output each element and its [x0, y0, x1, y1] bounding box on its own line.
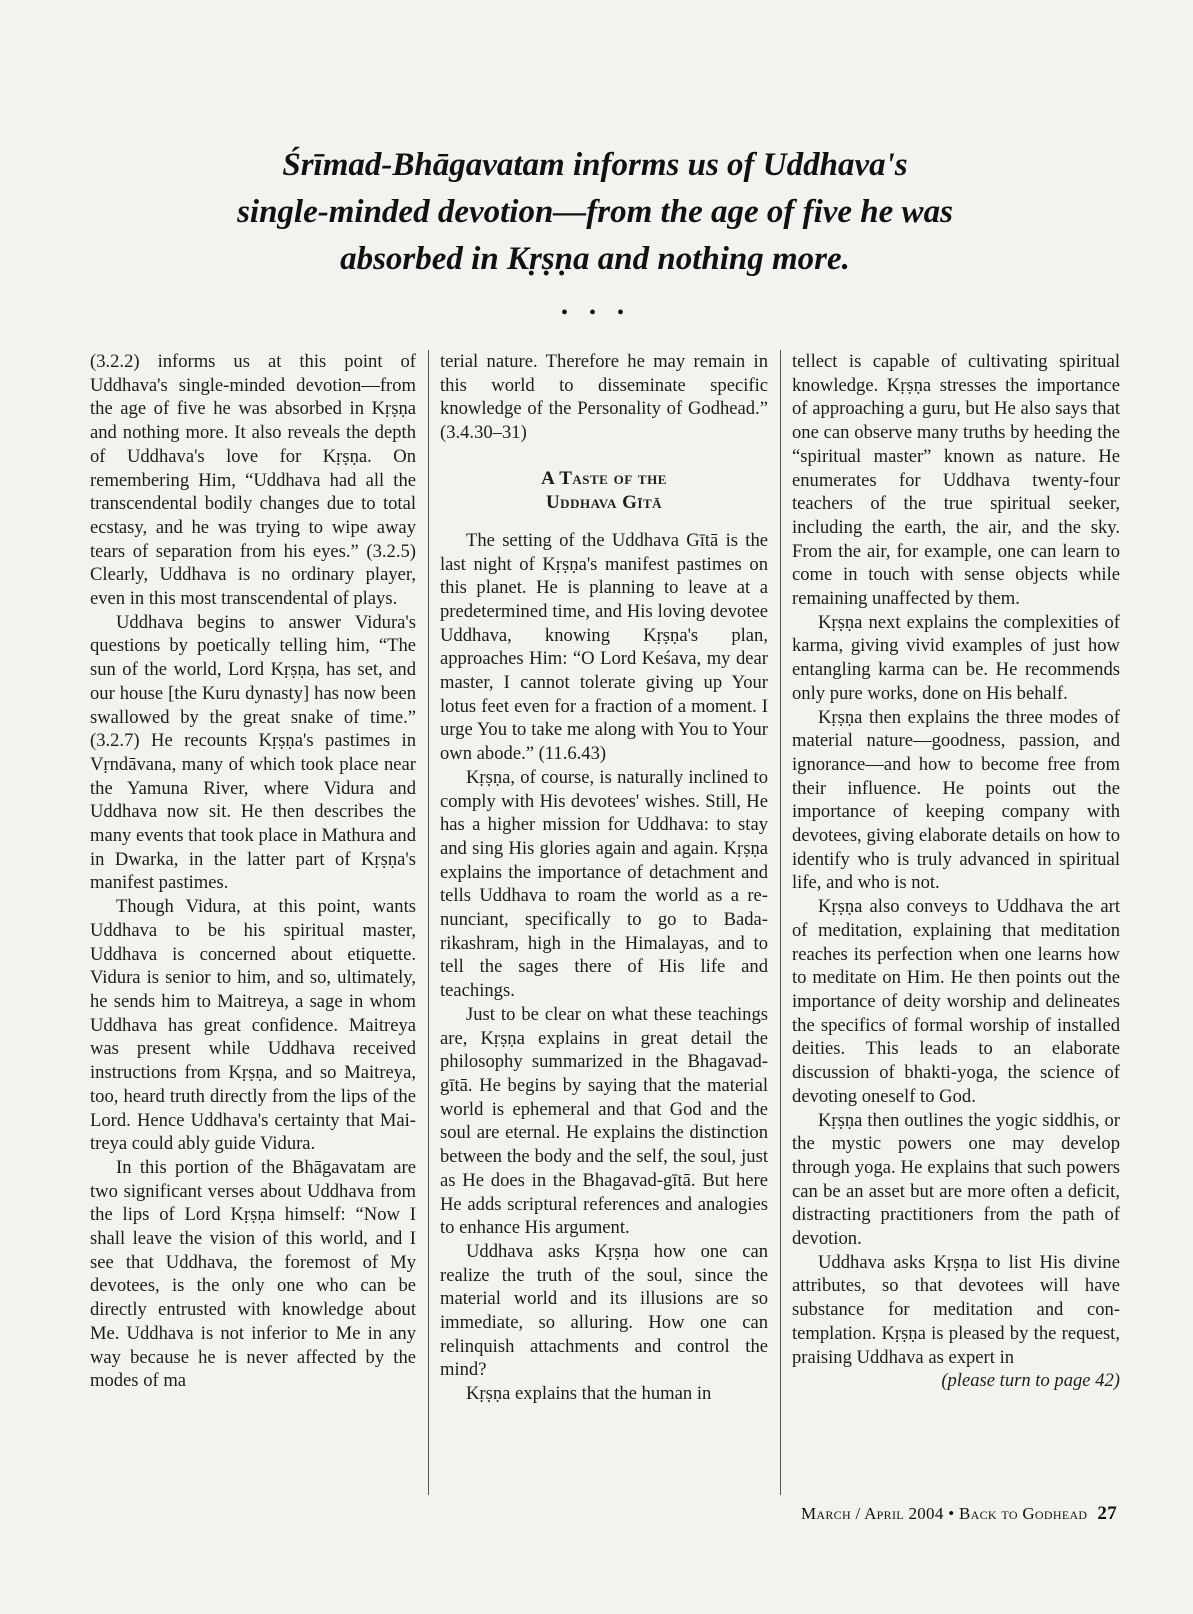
paragraph: Uddhava begins to answer Vidura's questions by poetically telling him, “The sun of the world, Lord Kṛṣṇa, has set, and our house [the Kuru dynasty] has now been swallowed by the great snake of time.” (3.2.7) He recounts Kṛṣṇa's pastimes in Vṛndāvana, many of which took place near the Yamuna River, where Vidura and Uddhava now sit. He then describes the many events that took place in Mathura and in Dwarka, in the latter part of Kṛṣṇa's manifest pastimes.: [90, 611, 416, 894]
paragraph: tellect is capable of cultivating spiritual knowledge. Kṛṣṇa stresses the importance of approaching a guru, but He also says that one can observe many truths by heeding the “spiritual master” known as nature. He enumerates for Uddhava twenty-four teachers of the true spiritual seeker, including the earth, the air, and the sky. From the air, for example, one can learn to come in touch with sense objects while remaining unaffected by them.: [792, 351, 1120, 610]
paragraph: Kṛṣṇa explains that the human in: [466, 1383, 712, 1405]
section-subheading: [440, 467, 768, 515]
subheading-line-2: Uddhava Gītā: [545, 491, 663, 513]
issue-line: March / April 2004 • Back to Godhead: [800, 1504, 1088, 1523]
pull-quote: [100, 142, 1090, 283]
continued-note: (please turn to page 42): [941, 1370, 1120, 1392]
article-column-2: [440, 350, 768, 1495]
column-divider-1: [428, 350, 429, 1495]
article-column-1: [90, 350, 416, 1495]
section-ornament: • • •: [560, 302, 632, 324]
paragraph: terial nature. Therefore he may remain in this world to disseminate specific knowledge of the Personality of Godhead.” (3.4.30–31): [440, 351, 768, 444]
paragraph: Uddhava asks Kṛṣṇa how one can realize the truth of the soul, since the material world and its illusions are so immediate, so alluring. How one can relinquish attachments and control the mind?: [440, 1240, 768, 1381]
article-column-3: [792, 350, 1120, 1495]
paragraph: In this portion of the Bhāgavatam are two significant verses about Uddhava from the lips of Lord Kṛṣṇa himself: “Now I shall leave the vision of this world, and I see that Uddhava, the foremost of My devotees, is the only one who can be directly entrusted with knowledge about Me. Uddhava is not inferior to Me in any way because he is never affected by the modes of ma: [90, 1156, 416, 1392]
paragraph: Though Vidura, at this point, wants Uddhava to be his spiritual master, Uddhava is concerned about etiquette. Vidura is senior to him, and so, ultimately, he sends him to Maitreya, a sage in whom Uddhava has great confidence. Maitreya was present while Uddhava received instructions from Kṛṣṇa, and so Maitreya, too, heard truth directly from the lips of the Lord. Hence Uddhava's certainty that Maitreya could ably guide Vidura.: [90, 896, 416, 1155]
paragraph: Kṛṣṇa next explains the complexities of karma, giving vivid examples of just how entangling karma can be. He recommends only pure works, done on His behalf.: [792, 611, 1120, 704]
paragraph: Kṛṣṇa, of course, is naturally inclined to comply with His devotees' wishes. Still, He has a higher mission for Uddhava: to stay and sing His glories again and again. Kṛṣṇa explains the importance of detachment and tells Uddhava to roam the world as a renunciant, specifically to go to Badarikashram, high in the Himalayas, and to tell the sages there of His life and teachings.: [440, 766, 768, 1002]
paragraph: Just to be clear on what these teachings are, Kṛṣṇa explains in great detail the philosophy summarized in the Bhagavad-gītā. He begins by saying that the material world is ephemeral and that God and the soul are eternal. He explains the distinction between the body and the self, the soul, just as He does in the Bhagavad-gītā. But here He adds scriptural references and analogies to enhance His argument.: [440, 1003, 768, 1239]
paragraph: (3.2.2) informs us at this point of Uddhava's single-minded devotion—from the age of five he was absorbed in Kṛṣṇa and nothing more. It also reveals the depth of Uddhava's love for Kṛṣṇa. On remembering Him, “Uddhava had all the transcendental bodily changes due to total ecstasy, and he was trying to wipe away tears of separation from his eyes.” (3.2.5) Clearly, Uddhava is no ordinary player, even in this most transcendental of plays.: [90, 351, 416, 610]
paragraph: Uddhava asks Kṛṣṇa to list His divine attributes, so that devotees will have substance for meditation and contemplation. Kṛṣṇa is pleased by the request, praising Uddhava as expert in: [792, 1251, 1120, 1368]
pull-quote-line-1: Śrīmad-Bhāgavatam informs us of Uddhava's: [282, 147, 908, 183]
paragraph: Kṛṣṇa also conveys to Uddhava the art of meditation, explaining that meditation reaches its perfection when one learns how to meditate on Him. He then points out the importance of deity worship and delineates the specifics of formal worship of installed deities. This leads to an elaborate discussion of bhakti-yoga, the science of devoting oneself to God.: [792, 896, 1120, 1107]
paragraph: Kṛṣṇa then outlines the yogic siddhis, or the mystic powers one may develop through yoga. He explains that such powers can be an asset but are more often a deficit, distracting practitioners from the path of devotion.: [792, 1109, 1120, 1250]
column-divider-2: [780, 350, 781, 1495]
page-number: 27: [1097, 1503, 1117, 1524]
pull-quote-line-3: absorbed in Kṛṣṇa and nothing more.: [340, 241, 850, 277]
paragraph: The setting of the Uddhava Gītā is the last night of Kṛṣṇa's manifest pastimes on this planet. He is planning to leave at a predetermined time, and His loving devotee Uddhava, knowing Kṛṣṇa's plan, approaches Him: “O Lord Keśava, my dear master, I cannot tolerate giving up Your lotus feet even for a fraction of a moment. I urge You to take me along with You to Your own abode.” (11.6.43): [440, 529, 768, 765]
page-footer: [801, 1503, 1117, 1525]
subheading-line-1: A Taste of the: [541, 467, 667, 489]
pull-quote-line-2: single-minded devotion—from the age of five he was: [237, 194, 953, 230]
paragraph: Kṛṣṇa then explains the three modes of material nature—goodness, passion, and ignorance—and how to become free from their influence. He points out the importance of keeping company with devotees, giving elaborate details on how to identify who is truly advanced in spiritual life, and who is not.: [792, 706, 1120, 894]
